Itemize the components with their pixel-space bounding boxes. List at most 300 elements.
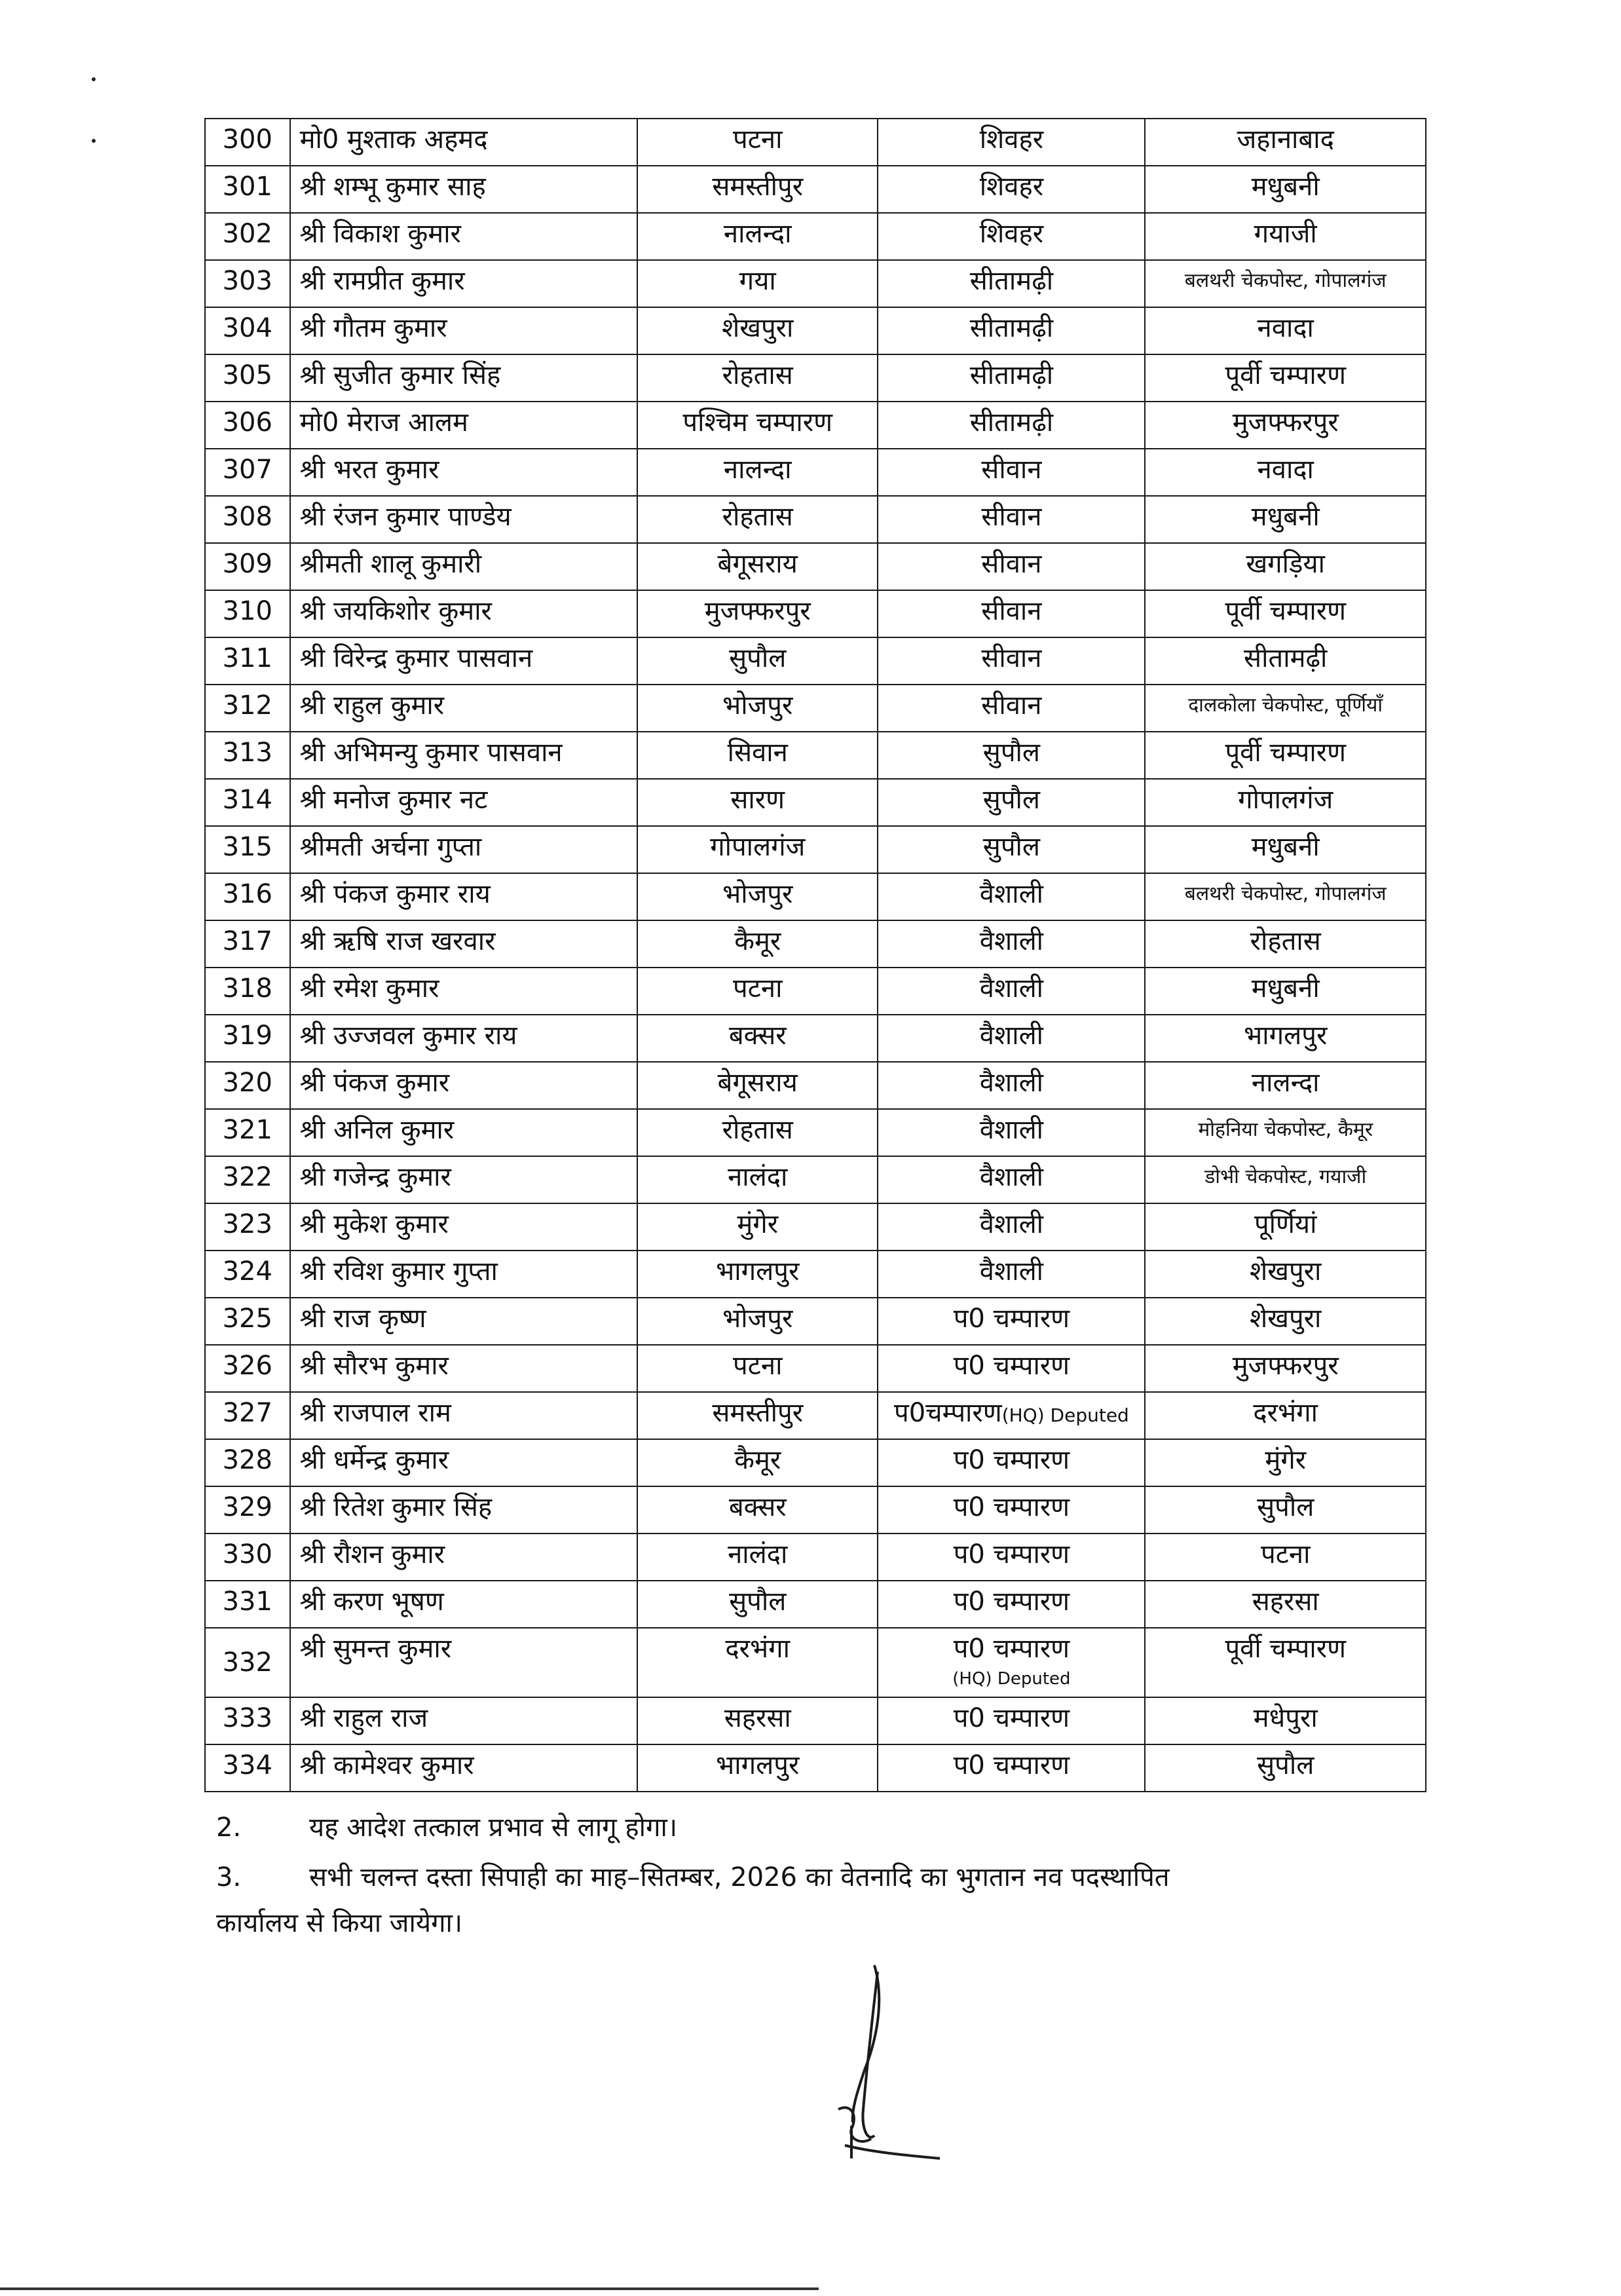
- current-posting-text: वैशाली: [979, 1256, 1044, 1287]
- new-posting-cell: [1145, 1392, 1426, 1439]
- home-district-text: भोजपुर: [722, 1304, 793, 1334]
- home-district-cell: [637, 119, 878, 166]
- table-row: [205, 213, 1426, 260]
- new-posting-text: नालन्दा: [1251, 1068, 1320, 1098]
- new-posting-cell: [1145, 1486, 1426, 1534]
- serial-number-text: 306: [222, 407, 272, 438]
- new-posting-cell: [1145, 779, 1426, 826]
- serial-number-cell: [205, 166, 290, 213]
- serial-number-text: 325: [222, 1304, 272, 1334]
- current-posting-cell: [878, 119, 1145, 166]
- employee-name-cell: [290, 307, 638, 354]
- serial-number-cell: [205, 1486, 290, 1534]
- home-district-text: बक्सर: [728, 1021, 787, 1051]
- serial-number-cell: [205, 1156, 290, 1203]
- home-district-text: नालंदा: [728, 1162, 788, 1192]
- serial-number-cell: [205, 354, 290, 402]
- new-posting-cell: [1145, 402, 1426, 449]
- serial-number-cell: [205, 779, 290, 826]
- new-posting-text: नवादा: [1257, 313, 1314, 343]
- table-row: [205, 1697, 1426, 1744]
- paragraph-text: यह आदेश तत्काल प्रभाव से लागू होगा।: [309, 1813, 678, 1843]
- new-posting-cell: [1145, 732, 1426, 779]
- current-posting-cell: [878, 1298, 1145, 1345]
- home-district-text: समस्तीपुर: [712, 1398, 804, 1428]
- new-posting-text: मधुबनी: [1251, 172, 1320, 202]
- employee-name-cell: [290, 968, 638, 1015]
- serial-number-cell: [205, 1015, 290, 1062]
- employee-name-cell: [290, 1015, 638, 1062]
- serial-number-cell: [205, 1439, 290, 1486]
- employee-name-text: श्री रौशन कुमार: [299, 1539, 445, 1570]
- transfer-table: [204, 118, 1426, 1792]
- new-posting-text: पटना: [1261, 1539, 1311, 1570]
- home-district-text: बक्सर: [728, 1492, 787, 1522]
- current-posting-cell: [878, 1697, 1145, 1744]
- home-district-text: कैमूर: [734, 926, 781, 956]
- new-posting-cell: [1145, 1156, 1426, 1203]
- employee-name-cell: [290, 590, 638, 637]
- employee-name-text: श्री गौतम कुमार: [299, 313, 447, 343]
- table-row: [205, 1439, 1426, 1486]
- employee-name-cell: [290, 873, 638, 920]
- home-district-cell: [637, 968, 878, 1015]
- serial-number-text: 308: [222, 502, 272, 532]
- employee-name-text: श्री रमेश कुमार: [299, 973, 439, 1004]
- table-row: [205, 685, 1426, 732]
- current-posting-cell: [878, 1581, 1145, 1628]
- current-posting-text: प0 चम्पारण: [953, 1750, 1070, 1780]
- employee-name-cell: [290, 779, 638, 826]
- current-posting-text: प0 चम्पारण: [953, 1587, 1070, 1617]
- current-posting-text: वैशाली: [979, 1209, 1044, 1239]
- home-district-text: नालन्दा: [723, 455, 792, 485]
- home-district-text: सुपौल: [729, 643, 787, 673]
- current-posting-cell: [878, 1392, 1145, 1439]
- new-posting-text: जहानाबाद: [1237, 124, 1334, 155]
- table-row: [205, 1298, 1426, 1345]
- home-district-text: पटना: [732, 973, 783, 1004]
- current-posting-text: सीवान: [981, 455, 1042, 485]
- serial-number-cell: [205, 685, 290, 732]
- serial-number-text: 310: [222, 596, 272, 626]
- home-district-text: समस्तीपुर: [712, 172, 804, 202]
- home-district-text: कैमूर: [734, 1445, 781, 1475]
- current-posting-text: सीतामढ़ी: [969, 360, 1054, 390]
- employee-name-cell: [290, 213, 638, 260]
- current-posting-text: प0चम्पारण: [893, 1398, 1002, 1428]
- new-posting-cell: [1145, 307, 1426, 354]
- home-district-text: दरभंगा: [725, 1634, 791, 1664]
- new-posting-cell: [1145, 1628, 1426, 1697]
- home-district-cell: [637, 449, 878, 496]
- new-posting-text: सहरसा: [1252, 1587, 1319, 1617]
- home-district-cell: [637, 166, 878, 213]
- home-district-cell: [637, 873, 878, 920]
- employee-name-text: श्री मनोज कुमार नट: [299, 785, 488, 815]
- home-district-text: नालन्दा: [723, 219, 792, 249]
- current-posting-cell: [878, 1439, 1145, 1486]
- current-posting-cell: [878, 1062, 1145, 1109]
- employee-name-cell: [290, 920, 638, 968]
- home-district-cell: [637, 1581, 878, 1628]
- new-posting-text: पूर्वी चम्पारण: [1225, 738, 1346, 768]
- table-row: [205, 354, 1426, 402]
- current-posting-text: वैशाली: [979, 1115, 1044, 1145]
- home-district-cell: [637, 1015, 878, 1062]
- new-posting-text: मोहनिया चेकपोस्ट, कैमूर: [1198, 1118, 1373, 1141]
- home-district-cell: [637, 1697, 878, 1744]
- serial-number-text: 334: [222, 1750, 272, 1780]
- current-posting-cell: [878, 779, 1145, 826]
- employee-name-text: श्री रितेश कुमार सिंह: [299, 1492, 493, 1522]
- serial-number-cell: [205, 920, 290, 968]
- employee-name-text: श्री गजेन्द्र कुमार: [299, 1162, 451, 1192]
- serial-number-cell: [205, 826, 290, 873]
- employee-name-cell: [290, 1298, 638, 1345]
- table-row: [205, 543, 1426, 590]
- table-row: [205, 1251, 1426, 1298]
- new-posting-text: गोपालगंज: [1238, 785, 1333, 815]
- serial-number-cell: [205, 1109, 290, 1156]
- serial-number-text: 327: [222, 1398, 272, 1428]
- table-row: [205, 1392, 1426, 1439]
- current-posting-cell: [878, 1156, 1145, 1203]
- current-posting-cell: [878, 590, 1145, 637]
- employee-name-cell: [290, 543, 638, 590]
- serial-number-cell: [205, 1062, 290, 1109]
- serial-number-text: 312: [222, 690, 272, 721]
- serial-number-cell: [205, 213, 290, 260]
- scan-speck: [92, 77, 96, 81]
- employee-name-text: श्री भरत कुमार: [299, 455, 439, 485]
- new-posting-text: दरभंगा: [1253, 1398, 1318, 1428]
- home-district-cell: [637, 1486, 878, 1534]
- employee-name-text: श्री अभिमन्यु कुमार पासवान: [299, 738, 563, 768]
- serial-number-text: 318: [222, 973, 272, 1004]
- serial-number-cell: [205, 449, 290, 496]
- employee-name-cell: [290, 1156, 638, 1203]
- home-district-cell: [637, 1062, 878, 1109]
- employee-name-cell: [290, 1534, 638, 1581]
- new-posting-text: दालकोला चेकपोस्ट, पूर्णियाँ: [1188, 694, 1383, 717]
- new-posting-text: गयाजी: [1254, 219, 1317, 249]
- employee-name-text: श्री राज कृष्ण: [299, 1304, 426, 1334]
- employee-name-text: श्री पंकज कुमार राय: [299, 879, 491, 909]
- new-posting-text: भागलपुर: [1244, 1021, 1328, 1051]
- table-row: [205, 873, 1426, 920]
- home-district-cell: [637, 260, 878, 307]
- new-posting-cell: [1145, 449, 1426, 496]
- current-posting-text: शिवहर: [979, 219, 1044, 249]
- employee-name-text: श्री धर्मेन्द्र कुमार: [299, 1445, 449, 1475]
- serial-number-cell: [205, 1345, 290, 1392]
- paragraph-3-continuation: कार्यालय से किया जायेगा।: [216, 1908, 463, 1938]
- employee-name-text: श्री करण भूषण: [299, 1587, 444, 1617]
- serial-number-text: 332: [222, 1647, 272, 1678]
- current-posting-text: प0 चम्पारण: [953, 1351, 1070, 1381]
- new-posting-cell: [1145, 1062, 1426, 1109]
- footer-rule: [0, 2287, 819, 2290]
- table-row: [205, 779, 1426, 826]
- employee-name-cell: [290, 1581, 638, 1628]
- current-posting-text: वैशाली: [979, 973, 1044, 1004]
- table-row: [205, 1062, 1426, 1109]
- new-posting-cell: [1145, 1251, 1426, 1298]
- home-district-text: सारण: [730, 785, 785, 815]
- new-posting-text: सुपौल: [1257, 1492, 1314, 1522]
- current-posting-cell: [878, 732, 1145, 779]
- current-posting-cell: [878, 1109, 1145, 1156]
- serial-number-text: 330: [222, 1539, 272, 1570]
- serial-number-cell: [205, 496, 290, 543]
- current-posting-text: सुपौल: [982, 785, 1041, 815]
- current-posting-cell: [878, 1015, 1145, 1062]
- home-district-text: बेगूसराय: [717, 549, 798, 579]
- employee-name-cell: [290, 732, 638, 779]
- table-row: [205, 920, 1426, 968]
- home-district-cell: [637, 1251, 878, 1298]
- paragraph-number: 2.: [216, 1813, 242, 1843]
- current-posting-cell: [878, 1486, 1145, 1534]
- current-posting-text: शिवहर: [979, 124, 1044, 155]
- current-posting-cell: [878, 1534, 1145, 1581]
- employee-name-text: श्रीमती अर्चना गुप्ता: [299, 832, 482, 862]
- home-district-text: भागलपुर: [716, 1750, 800, 1780]
- home-district-cell: [637, 590, 878, 637]
- serial-number-text: 323: [222, 1209, 272, 1239]
- serial-number-cell: [205, 1298, 290, 1345]
- table-row: [205, 1345, 1426, 1392]
- current-posting-text: प0 चम्पारण: [953, 1304, 1070, 1334]
- employee-name-text: श्री जयकिशोर कुमार: [299, 596, 492, 626]
- employee-name-text: मो0 मुश्ताक अहमद: [299, 124, 488, 155]
- current-posting-text: प0 चम्पारण: [953, 1539, 1070, 1570]
- serial-number-text: 324: [222, 1256, 272, 1287]
- employee-name-text: श्री कामेश्वर कुमार: [299, 1750, 474, 1780]
- employee-name-text: श्री शम्भू कुमार साह: [299, 172, 486, 202]
- employee-name-cell: [290, 1062, 638, 1109]
- table-row: [205, 732, 1426, 779]
- table-row: [205, 119, 1426, 166]
- current-posting-cell: [878, 968, 1145, 1015]
- home-district-text: नालंदा: [728, 1539, 788, 1570]
- new-posting-cell: [1145, 1109, 1426, 1156]
- serial-number-text: 305: [222, 360, 272, 390]
- new-posting-text: सीतामढ़ी: [1244, 643, 1328, 673]
- current-posting-text: वैशाली: [979, 879, 1044, 909]
- serial-number-text: 316: [222, 879, 272, 909]
- serial-number-cell: [205, 1251, 290, 1298]
- paragraph-text-line-1: सभी चलन्त दस्ता सिपाही का माह–सितम्बर, 2026 का वेतनादि का भुगतान नव पदस्थापित: [309, 1862, 1170, 1892]
- home-district-text: भोजपुर: [722, 879, 793, 909]
- new-posting-cell: [1145, 1744, 1426, 1792]
- new-posting-cell: [1145, 685, 1426, 732]
- current-posting-text: सीवान: [981, 596, 1042, 626]
- employee-name-text: श्री पंकज कुमार: [299, 1068, 450, 1098]
- new-posting-cell: [1145, 354, 1426, 402]
- table-row: [205, 1744, 1426, 1792]
- new-posting-text: नवादा: [1257, 455, 1314, 485]
- current-posting-text: प0 चम्पारण: [953, 1445, 1070, 1475]
- serial-number-cell: [205, 1203, 290, 1251]
- home-district-cell: [637, 1628, 878, 1697]
- serial-number-cell: [205, 1628, 290, 1697]
- new-posting-text: मधेपुरा: [1253, 1703, 1318, 1733]
- new-posting-cell: [1145, 1439, 1426, 1486]
- home-district-cell: [637, 402, 878, 449]
- current-posting-cell: [878, 685, 1145, 732]
- current-posting-text: प0 चम्पारण: [953, 1492, 1070, 1522]
- employee-name-text: श्रीमती शालू कुमारी: [299, 549, 482, 579]
- current-posting-text: प0 चम्पारण: [953, 1634, 1070, 1664]
- current-posting-text: वैशाली: [979, 926, 1044, 956]
- table-row: [205, 968, 1426, 1015]
- new-posting-text: मधुबनी: [1251, 832, 1320, 862]
- home-district-cell: [637, 1156, 878, 1203]
- new-posting-text: मधुबनी: [1251, 973, 1320, 1004]
- new-posting-text: मुजफ्फरपुर: [1232, 407, 1339, 438]
- home-district-cell: [637, 354, 878, 402]
- table-row: [205, 637, 1426, 685]
- new-posting-text: पूर्वी चम्पारण: [1225, 596, 1346, 626]
- home-district-text: रोहतास: [722, 360, 793, 390]
- current-posting-text: सीवान: [981, 502, 1042, 532]
- new-posting-text: डोभी चेकपोस्ट, गयाजी: [1204, 1165, 1367, 1188]
- new-posting-text: मुंगेर: [1265, 1445, 1307, 1475]
- home-district-cell: [637, 213, 878, 260]
- new-posting-text: सुपौल: [1257, 1750, 1314, 1780]
- employee-name-text: श्री मुकेश कुमार: [299, 1209, 449, 1239]
- table-row: [205, 826, 1426, 873]
- employee-name-text: श्री राहुल कुमार: [299, 690, 445, 721]
- employee-name-text: श्री रामप्रीत कुमार: [299, 266, 465, 296]
- new-posting-cell: [1145, 1697, 1426, 1744]
- new-posting-text: पूर्णियां: [1254, 1209, 1317, 1239]
- current-posting-cell: [878, 402, 1145, 449]
- home-district-text: भोजपुर: [722, 690, 793, 721]
- employee-name-cell: [290, 449, 638, 496]
- home-district-cell: [637, 496, 878, 543]
- new-posting-text: खगड़िया: [1246, 549, 1325, 579]
- serial-number-cell: [205, 1697, 290, 1744]
- serial-number-cell: [205, 732, 290, 779]
- serial-number-text: 321: [222, 1115, 272, 1145]
- new-posting-text: रोहतास: [1250, 926, 1321, 956]
- new-posting-text: पूर्वी चम्पारण: [1225, 1634, 1346, 1664]
- home-district-text: गया: [739, 266, 776, 296]
- new-posting-cell: [1145, 1534, 1426, 1581]
- new-posting-text: पूर्वी चम्पारण: [1225, 360, 1346, 390]
- serial-number-text: 328: [222, 1445, 272, 1475]
- employee-name-cell: [290, 1109, 638, 1156]
- new-posting-text: शेखपुरा: [1250, 1304, 1322, 1334]
- new-posting-cell: [1145, 590, 1426, 637]
- table-row: [205, 1581, 1426, 1628]
- serial-number-cell: [205, 1744, 290, 1792]
- new-posting-text: बलथरी चेकपोस्ट, गोपालगंज: [1184, 269, 1387, 292]
- employee-name-text: श्री रंजन कुमार पाण्डेय: [299, 502, 512, 532]
- employee-name-cell: [290, 1251, 638, 1298]
- current-posting-text: वैशाली: [979, 1068, 1044, 1098]
- current-posting-cell: [878, 1628, 1145, 1697]
- employee-name-cell: [290, 354, 638, 402]
- serial-number-text: 331: [222, 1587, 272, 1617]
- current-posting-cell: [878, 1744, 1145, 1792]
- home-district-text: मुजफ्फरपुर: [704, 596, 811, 626]
- current-posting-text: वैशाली: [979, 1021, 1044, 1051]
- serial-number-cell: [205, 873, 290, 920]
- employee-name-text: श्री राहुल राज: [299, 1703, 428, 1733]
- serial-number-text: 302: [222, 219, 272, 249]
- home-district-cell: [637, 685, 878, 732]
- serial-number-text: 307: [222, 455, 272, 485]
- serial-number-cell: [205, 590, 290, 637]
- current-posting-text: सुपौल: [982, 832, 1041, 862]
- home-district-cell: [637, 1744, 878, 1792]
- current-posting-cell: [878, 307, 1145, 354]
- home-district-cell: [637, 1439, 878, 1486]
- home-district-text: पटना: [732, 1351, 783, 1381]
- employee-name-cell: [290, 1203, 638, 1251]
- home-district-text: गोपालगंज: [710, 832, 806, 862]
- current-posting-cell: [878, 496, 1145, 543]
- home-district-cell: [637, 1109, 878, 1156]
- employee-name-text: श्री अनिल कुमार: [299, 1115, 455, 1145]
- home-district-cell: [637, 307, 878, 354]
- employee-name-cell: [290, 402, 638, 449]
- table-row: [205, 166, 1426, 213]
- current-posting-cell: [878, 166, 1145, 213]
- home-district-cell: [637, 779, 878, 826]
- current-posting-cell: [878, 543, 1145, 590]
- new-posting-cell: [1145, 260, 1426, 307]
- new-posting-text: मुजफ्फरपुर: [1232, 1351, 1339, 1381]
- home-district-text: पटना: [732, 124, 783, 155]
- new-posting-text: मधुबनी: [1251, 502, 1320, 532]
- new-posting-cell: [1145, 543, 1426, 590]
- table-row: [205, 1486, 1426, 1534]
- employee-name-cell: [290, 1744, 638, 1792]
- serial-number-cell: [205, 1534, 290, 1581]
- employee-name-text: श्री विरेन्द्र कुमार पासवान: [299, 643, 533, 673]
- home-district-cell: [637, 732, 878, 779]
- new-posting-cell: [1145, 1015, 1426, 1062]
- home-district-cell: [637, 920, 878, 968]
- paragraph-number: 3.: [216, 1862, 242, 1892]
- new-posting-cell: [1145, 496, 1426, 543]
- home-district-cell: [637, 826, 878, 873]
- table-row: [205, 1534, 1426, 1581]
- new-posting-cell: [1145, 920, 1426, 968]
- serial-number-text: 333: [222, 1703, 272, 1733]
- current-posting-cell: [878, 920, 1145, 968]
- home-district-cell: [637, 1534, 878, 1581]
- employee-name-text: श्री ऋषि राज खरवार: [299, 926, 496, 956]
- current-posting-cell: [878, 1251, 1145, 1298]
- home-district-text: सहरसा: [724, 1703, 791, 1733]
- serial-number-text: 309: [222, 549, 272, 579]
- scan-speck: [92, 139, 96, 143]
- current-posting-text: सीतामढ़ी: [969, 407, 1054, 438]
- current-posting-text: सीवान: [981, 549, 1042, 579]
- new-posting-cell: [1145, 826, 1426, 873]
- new-posting-cell: [1145, 119, 1426, 166]
- employee-name-text: मो0 मेराज आलम: [299, 407, 468, 438]
- serial-number-text: 304: [222, 313, 272, 343]
- employee-name-cell: [290, 166, 638, 213]
- table-row: [205, 307, 1426, 354]
